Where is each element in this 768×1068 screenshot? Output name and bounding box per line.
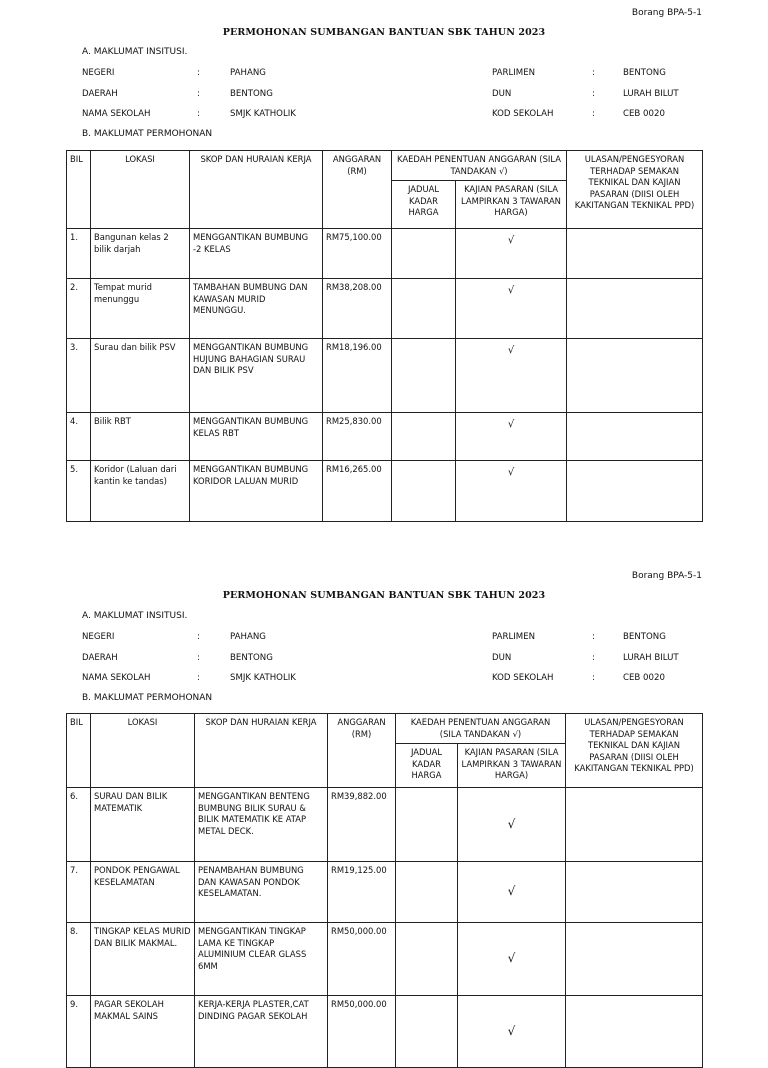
row-jadual <box>392 279 456 339</box>
header-bil: BIL <box>67 714 91 788</box>
header-kajian: KAJIAN PASARAN (SILA LAMPIRKAN 3 TAWARAN HARGA) <box>456 181 567 229</box>
section-a-heading: A. MAKLUMAT INSITUSI. <box>82 47 188 57</box>
row-jadual <box>396 996 458 1068</box>
form-code: Borang BPA-5-1 <box>631 571 702 581</box>
checkmark-icon: √ <box>458 996 566 1068</box>
info-colon: : <box>197 653 200 663</box>
info-value: CEB 0020 <box>623 673 665 683</box>
header-ulasan: ULASAN/PENGESYORAN TERHADAP SEMAKAN TEKNIKAL DAN KAJIAN PASARAN (DIISI OLEH KAKITANGAN TEKNIKAL PPD) <box>567 151 703 229</box>
info-colon: : <box>592 653 595 663</box>
section-b-heading: B. MAKLUMAT PERMOHONAN <box>82 693 213 703</box>
info-colon: : <box>197 632 200 642</box>
row-skop: MENGGANTIKAN BUMBUNG -2 KELAS <box>190 229 323 279</box>
header-skop: SKOP DAN HURAIAN KERJA <box>190 151 323 229</box>
row-bil: 1. <box>67 229 91 279</box>
row-jadual <box>396 923 458 996</box>
row-bil: 2. <box>67 279 91 339</box>
row-anggaran: RM38,208.00 <box>323 279 392 339</box>
info-value: CEB 0020 <box>623 109 665 119</box>
row-lokasi: PAGAR SEKOLAH MAKMAL SAINS <box>91 996 195 1068</box>
table-row <box>67 339 703 413</box>
table-row <box>67 923 703 996</box>
info-value: PAHANG <box>230 68 266 78</box>
row-bil: 9. <box>67 996 91 1068</box>
info-value: BENTONG <box>230 89 273 99</box>
row-skop: PENAMBAHAN BUMBUNG DAN KAWASAN PONDOK KESELAMATAN. <box>195 862 328 923</box>
row-bil: 7. <box>67 862 91 923</box>
info-label: NAMA SEKOLAH <box>82 109 151 119</box>
application-table <box>66 713 703 1068</box>
row-skop: MENGGANTIKAN BUMBUNG KORIDOR LALUAN MURID <box>190 461 323 522</box>
row-bil: 8. <box>67 923 91 996</box>
table-row <box>67 279 703 339</box>
section-a-heading: A. MAKLUMAT INSITUSI. <box>82 611 188 621</box>
row-ulasan <box>567 461 703 522</box>
table-row <box>67 461 703 522</box>
row-ulasan <box>566 788 703 862</box>
row-ulasan <box>567 413 703 461</box>
row-ulasan <box>567 339 703 413</box>
row-bil: 6. <box>67 788 91 862</box>
table-row <box>67 788 703 862</box>
info-label: DUN <box>492 89 512 99</box>
header-lokasi: LOKASI <box>91 714 195 788</box>
row-anggaran: RM50,000.00 <box>328 923 396 996</box>
form-title: PERMOHONAN SUMBANGAN BANTUAN SBK TAHUN 2023 <box>222 590 546 601</box>
info-label: DAERAH <box>82 653 118 663</box>
row-ulasan <box>566 996 703 1068</box>
row-jadual <box>396 788 458 862</box>
form-title: PERMOHONAN SUMBANGAN BANTUAN SBK TAHUN 2023 <box>222 27 546 38</box>
info-label: NEGERI <box>82 68 115 78</box>
info-label: PARLIMEN <box>492 68 536 78</box>
row-lokasi: TINGKAP KELAS MURID DAN BILIK MAKMAL. <box>91 923 195 996</box>
row-anggaran: RM16,265.00 <box>323 461 392 522</box>
header-bil: BIL <box>67 151 91 229</box>
checkmark-icon: √ <box>456 339 567 413</box>
row-lokasi: Koridor (Laluan dari kantin ke tandas) <box>91 461 190 522</box>
row-skop: KERJA-KERJA PLASTER,CAT DINDING PAGAR SEKOLAH <box>195 996 328 1068</box>
info-colon: : <box>197 68 200 78</box>
row-jadual <box>396 862 458 923</box>
info-value: PAHANG <box>230 632 266 642</box>
row-jadual <box>392 229 456 279</box>
row-skop: TAMBAHAN BUMBUNG DAN KAWASAN MURID MENUNGGU. <box>190 279 323 339</box>
header-kaedah: KAEDAH PENENTUAN ANGGARAN (SILA TANDAKAN √) <box>392 151 567 181</box>
table-row <box>67 862 703 923</box>
header-jadual: JADUAL KADAR HARGA <box>396 744 458 788</box>
info-value: LURAH BILUT <box>623 89 679 99</box>
info-colon: : <box>592 68 595 78</box>
row-lokasi: Surau dan bilik PSV <box>91 339 190 413</box>
header-lokasi: LOKASI <box>91 151 190 229</box>
checkmark-icon: √ <box>458 923 566 996</box>
row-anggaran: RM50,000.00 <box>328 996 396 1068</box>
info-label: NAMA SEKOLAH <box>82 673 151 683</box>
row-lokasi: PONDOK PENGAWAL KESELAMATAN <box>91 862 195 923</box>
info-colon: : <box>592 89 595 99</box>
section-b-heading: B. MAKLUMAT PERMOHONAN <box>82 129 213 139</box>
info-colon: : <box>197 89 200 99</box>
row-skop: MENGGANTIKAN BUMBUNG HUJUNG BAHAGIAN SURAU DAN BILIK PSV <box>190 339 323 413</box>
row-anggaran: RM75,100.00 <box>323 229 392 279</box>
table-row <box>67 996 703 1068</box>
row-lokasi: Bilik RBT <box>91 413 190 461</box>
row-lokasi: Tempat murid menunggu <box>91 279 190 339</box>
row-ulasan <box>567 229 703 279</box>
checkmark-icon: √ <box>456 279 567 339</box>
checkmark-icon: √ <box>458 788 566 862</box>
row-jadual <box>392 461 456 522</box>
row-anggaran: RM19,125.00 <box>328 862 396 923</box>
info-label: KOD SEKOLAH <box>492 109 554 119</box>
row-skop: MENGGANTIKAN BUMBUNG KELAS RBT <box>190 413 323 461</box>
row-lokasi: SURAU DAN BILIK MATEMATIK <box>91 788 195 862</box>
checkmark-icon: √ <box>458 862 566 923</box>
info-label: KOD SEKOLAH <box>492 673 554 683</box>
application-table <box>66 150 703 522</box>
info-label: NEGERI <box>82 632 115 642</box>
info-value: LURAH BILUT <box>623 653 679 663</box>
info-value: SMJK KATHOLIK <box>230 673 296 683</box>
checkmark-icon: √ <box>456 461 567 522</box>
form-code: Borang BPA-5-1 <box>631 8 702 18</box>
row-ulasan <box>566 862 703 923</box>
info-label: DAERAH <box>82 89 118 99</box>
row-anggaran: RM39,882.00 <box>328 788 396 862</box>
info-label: DUN <box>492 653 512 663</box>
info-label: PARLIMEN <box>492 632 536 642</box>
row-skop: MENGGANTIKAN TINGKAP LAMA KE TINGKAP ALUMINIUM CLEAR GLASS 6MM <box>195 923 328 996</box>
row-ulasan <box>566 923 703 996</box>
row-bil: 3. <box>67 339 91 413</box>
header-jadual: JADUAL KADAR HARGA <box>392 181 456 229</box>
row-anggaran: RM18,196.00 <box>323 339 392 413</box>
row-ulasan <box>567 279 703 339</box>
row-bil: 4. <box>67 413 91 461</box>
checkmark-icon: √ <box>456 413 567 461</box>
info-value: BENTONG <box>623 632 666 642</box>
header-skop: SKOP DAN HURAIAN KERJA <box>195 714 328 788</box>
info-colon: : <box>592 632 595 642</box>
row-bil: 5. <box>67 461 91 522</box>
table-row <box>67 229 703 279</box>
info-value: BENTONG <box>623 68 666 78</box>
header-anggaran: ANGGARAN (RM) <box>328 714 396 788</box>
info-colon: : <box>592 109 595 119</box>
header-kaedah: KAEDAH PENENTUAN ANGGARAN (SILA TANDAKAN √) <box>396 714 566 744</box>
row-anggaran: RM25,830.00 <box>323 413 392 461</box>
row-jadual <box>392 413 456 461</box>
info-colon: : <box>592 673 595 683</box>
row-skop: MENGGANTIKAN BENTENG BUMBUNG BILIK SURAU & BILIK MATEMATIK KE ATAP METAL DECK. <box>195 788 328 862</box>
checkmark-icon: √ <box>456 229 567 279</box>
info-colon: : <box>197 109 200 119</box>
info-value: BENTONG <box>230 653 273 663</box>
row-jadual <box>392 339 456 413</box>
header-anggaran: ANGGARAN (RM) <box>323 151 392 229</box>
header-ulasan: ULASAN/PENGESYORAN TERHADAP SEMAKAN TEKNIKAL DAN KAJIAN PASARAN (DIISI OLEH KAKITANGAN TEKNIKAL PPD) <box>566 714 703 788</box>
header-kajian: KAJIAN PASARAN (SILA LAMPIRKAN 3 TAWARAN HARGA) <box>458 744 566 788</box>
info-colon: : <box>197 673 200 683</box>
table-row <box>67 413 703 461</box>
info-value: SMJK KATHOLIK <box>230 109 296 119</box>
row-lokasi: Bangunan kelas 2 bilik darjah <box>91 229 190 279</box>
